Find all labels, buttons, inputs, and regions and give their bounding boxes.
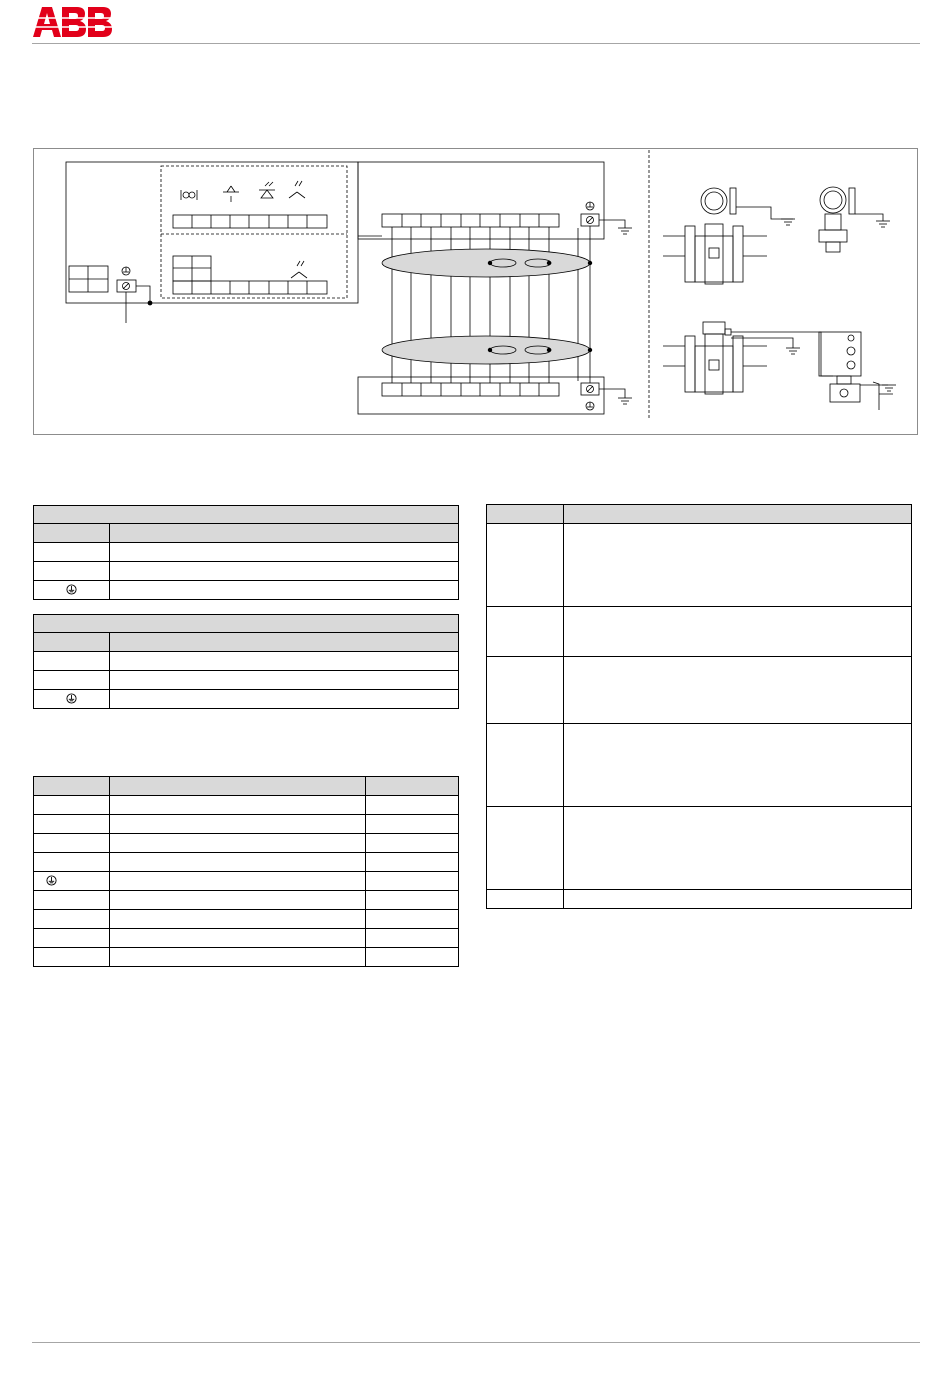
protective-earth-icon bbox=[586, 202, 594, 210]
power-terminal-block bbox=[69, 266, 108, 292]
transmitter-housing-outline bbox=[66, 162, 358, 303]
table-row bbox=[34, 853, 459, 872]
header-rule bbox=[32, 43, 920, 44]
cable-sheath-upper bbox=[382, 249, 592, 277]
table-row bbox=[34, 543, 459, 562]
protective-earth-icon bbox=[66, 693, 77, 704]
protective-earth-icon bbox=[122, 267, 130, 275]
table-header-row bbox=[34, 633, 459, 652]
output-description-table bbox=[486, 504, 912, 909]
flowmeter-integral-sketch bbox=[663, 188, 795, 284]
table-header-row bbox=[34, 524, 459, 543]
table-row bbox=[34, 690, 459, 709]
table-row bbox=[34, 834, 459, 853]
terminal-table-a bbox=[33, 505, 459, 600]
table-row bbox=[487, 607, 912, 657]
io-module-dashed-box bbox=[161, 166, 347, 298]
table-row bbox=[34, 910, 459, 929]
junction-panel-lower bbox=[358, 377, 604, 414]
earth-terminal-icon bbox=[581, 383, 599, 395]
wiring-diagram bbox=[33, 148, 918, 435]
table-row bbox=[487, 657, 912, 724]
table-row bbox=[34, 562, 459, 581]
terminal-table-b bbox=[33, 614, 459, 709]
flowmeter-remote-sketch bbox=[663, 322, 896, 410]
junction-terminal-strip-upper bbox=[382, 214, 559, 227]
earth-terminal-icon bbox=[581, 214, 599, 226]
table-header-row bbox=[487, 505, 912, 524]
table-row bbox=[34, 671, 459, 690]
table-row bbox=[34, 948, 459, 967]
table-title-row bbox=[34, 615, 459, 633]
cable-connection-table bbox=[33, 776, 459, 967]
transmitter-wall-sketch bbox=[819, 187, 890, 252]
table-row bbox=[487, 807, 912, 890]
table-title-row bbox=[34, 506, 459, 524]
table-row bbox=[487, 890, 912, 909]
protective-earth-icon bbox=[586, 402, 594, 410]
table-row bbox=[34, 872, 459, 891]
table-row bbox=[34, 581, 459, 600]
table-row bbox=[34, 796, 459, 815]
module-symbols bbox=[181, 181, 307, 278]
table-header-row bbox=[34, 777, 459, 796]
table-row bbox=[34, 929, 459, 948]
protective-earth-icon bbox=[66, 584, 77, 595]
junction-terminal-strip-lower bbox=[382, 383, 559, 396]
table-row bbox=[34, 891, 459, 910]
protective-earth-icon bbox=[46, 875, 57, 886]
table-row bbox=[34, 815, 459, 834]
cable-sheath-lower bbox=[382, 336, 592, 364]
table-row bbox=[487, 724, 912, 807]
terminal-strip-upper bbox=[173, 215, 327, 228]
table-row bbox=[34, 652, 459, 671]
abb-logo bbox=[32, 6, 114, 38]
table-row bbox=[487, 524, 912, 607]
footer-rule bbox=[32, 1342, 920, 1343]
earth-terminal-icon bbox=[117, 280, 136, 292]
junction-panel-upper bbox=[358, 162, 604, 239]
